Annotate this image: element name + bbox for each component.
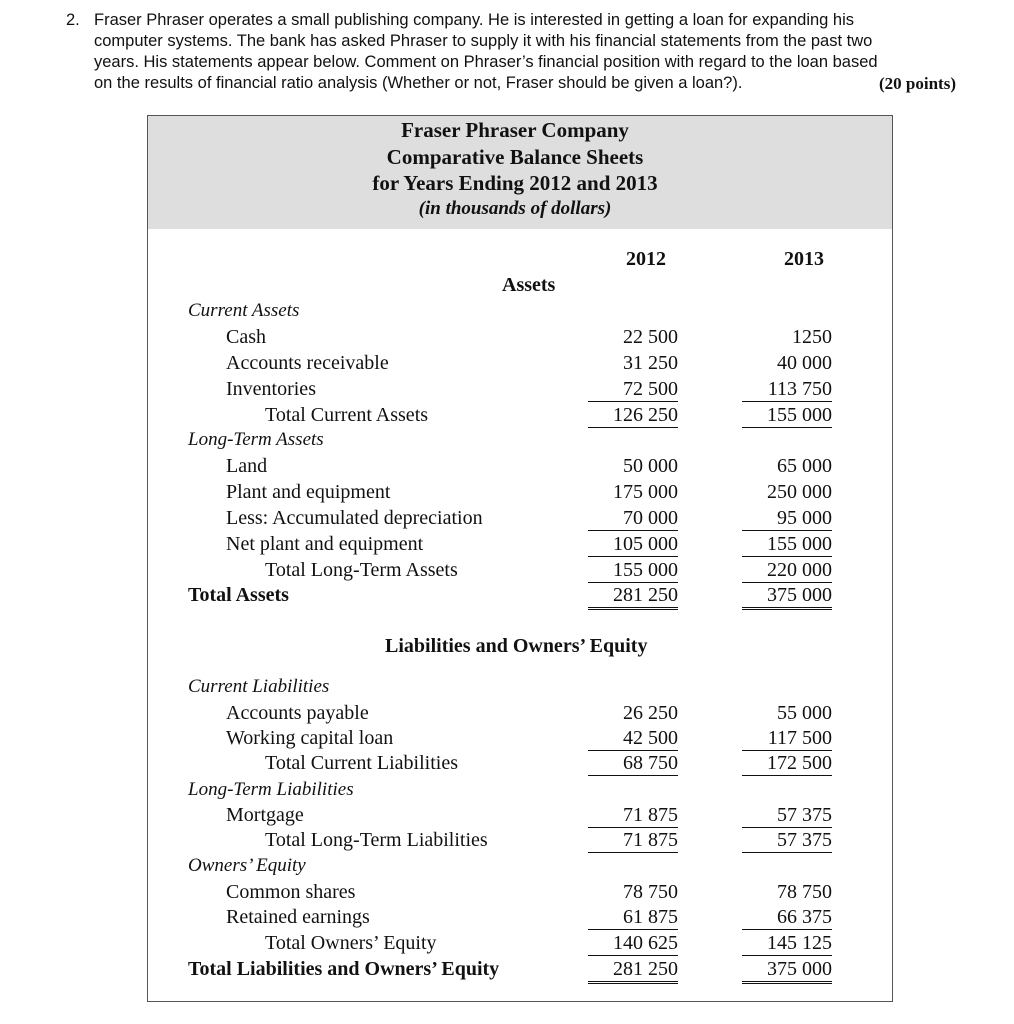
row-accounts-payable [148,702,892,726]
row-label: Inventories [226,378,316,400]
value-2013: 172 500 [742,752,832,776]
row-net-plant [148,533,892,557]
value-2013: 78 750 [777,881,832,903]
row-label: Accounts receivable [226,352,389,374]
value-2012: 126 250 [588,404,678,428]
row-mortgage [148,804,892,828]
question-line-2: computer systems. The bank has asked Phraser to supply it with his financial statements from the past two [94,32,873,50]
row-label: Total Current Assets [265,404,429,426]
row-label: Total Assets [188,584,289,606]
value-2012: 22 500 [623,326,678,348]
row-label: Net plant and equipment [226,533,424,555]
row-depreciation [148,507,892,531]
value-2012: 42 500 [588,727,678,751]
value-2012: 70 000 [588,507,678,531]
row-inventories [148,378,892,402]
section-owners-equity [148,855,892,879]
section-current-liabilities [148,676,892,700]
value-2012: 140 625 [588,932,678,956]
value-2013: 155 000 [742,533,832,557]
value-2013: 1250 [792,326,832,348]
row-label: Total Long-Term Assets [265,559,458,581]
row-label: Total Current Liabilities [265,752,458,774]
value-2012: 175 000 [613,481,678,503]
value-2012: 71 875 [588,829,678,853]
row-label: Less: Accumulated depreciation [226,507,483,529]
row-total-assets [148,584,892,608]
row-total-lt-liabilities [148,829,892,853]
value-2013: 57 375 [742,829,832,853]
section-long-term-liabilities [148,779,892,803]
value-2013: 155 000 [742,404,832,428]
question-line-1: Fraser Phraser operates a small publishing company. He is interested in getting a loan for expanding his [94,11,855,29]
value-2013: 145 125 [742,932,832,956]
value-2012: 31 250 [623,352,678,374]
row-plant [148,481,892,505]
section-current-assets [148,300,892,324]
company-title: Fraser Phraser Company [401,118,629,142]
row-land [148,455,892,479]
row-label: Plant and equipment [226,481,391,503]
section-label: Current Liabilities [188,676,330,697]
row-working-capital-loan [148,727,892,751]
row-label: Working capital loan [226,727,394,749]
value-2013: 55 000 [777,702,832,724]
row-common-shares [148,881,892,905]
balance-sheet [147,115,893,1002]
value-2012: 50 000 [623,455,678,477]
sheet-units: (in thousands of dollars) [418,198,612,219]
value-2013: 375 000 [742,958,832,984]
row-label: Land [226,455,268,477]
value-2012: 105 000 [588,533,678,557]
question-line-3: years. His statements appear below. Comment on Phraser’s financial position with regard to the loan based [94,53,878,71]
value-2013: 117 500 [742,727,832,751]
section-label: Owners’ Equity [188,855,306,876]
value-2013: 220 000 [742,559,832,583]
assets-heading: Assets [502,274,556,296]
question-points: (20 points) [879,74,956,93]
col-header-2012: 2012 [626,248,666,270]
row-label: Total Long-Term Liabilities [265,829,488,851]
section-label: Long-Term Assets [188,429,324,450]
row-cash [148,326,892,350]
row-total-current-assets [148,404,892,428]
row-label: Common shares [226,881,356,903]
row-retained-earnings [148,906,892,930]
value-2013: 375 000 [742,584,832,610]
value-2013: 66 375 [742,906,832,930]
value-2012: 78 750 [623,881,678,903]
row-total-owners-equity [148,932,892,956]
row-total-liabilities-equity [148,958,892,982]
sheet-title: Comparative Balance Sheets [386,145,644,169]
value-2012: 72 500 [588,378,678,402]
row-total-lt-assets [148,559,892,583]
question-number: 2. [66,11,80,29]
sheet-period: for Years Ending 2012 and 2013 [372,171,658,195]
value-2013: 95 000 [742,507,832,531]
value-2012: 281 250 [588,584,678,610]
value-2012: 26 250 [623,702,678,724]
row-total-current-liabilities [148,752,892,776]
value-2013: 57 375 [742,804,832,828]
value-2012: 61 875 [588,906,678,930]
row-label: Retained earnings [226,906,370,928]
value-2012: 281 250 [588,958,678,984]
value-2013: 250 000 [767,481,832,503]
section-label: Current Assets [188,300,300,321]
value-2013: 40 000 [777,352,832,374]
row-receivable [148,352,892,376]
section-long-term-assets [148,429,892,453]
col-header-2013: 2013 [784,248,824,270]
value-2013: 113 750 [742,378,832,402]
value-2012: 155 000 [588,559,678,583]
value-2012: 68 750 [588,752,678,776]
section-label: Long-Term Liabilities [188,779,354,800]
row-label: Cash [226,326,266,348]
liabilities-heading: Liabilities and Owners’ Equity [385,635,648,657]
row-label: Accounts payable [226,702,369,724]
question-line-4: on the results of financial ratio analysis (Whether or not, Fraser should be given a loan?). [94,74,743,92]
row-label: Total Liabilities and Owners’ Equity [188,958,500,980]
value-2013: 65 000 [777,455,832,477]
value-2012: 71 875 [588,804,678,828]
row-label: Mortgage [226,804,304,826]
row-label: Total Owners’ Equity [265,932,437,954]
